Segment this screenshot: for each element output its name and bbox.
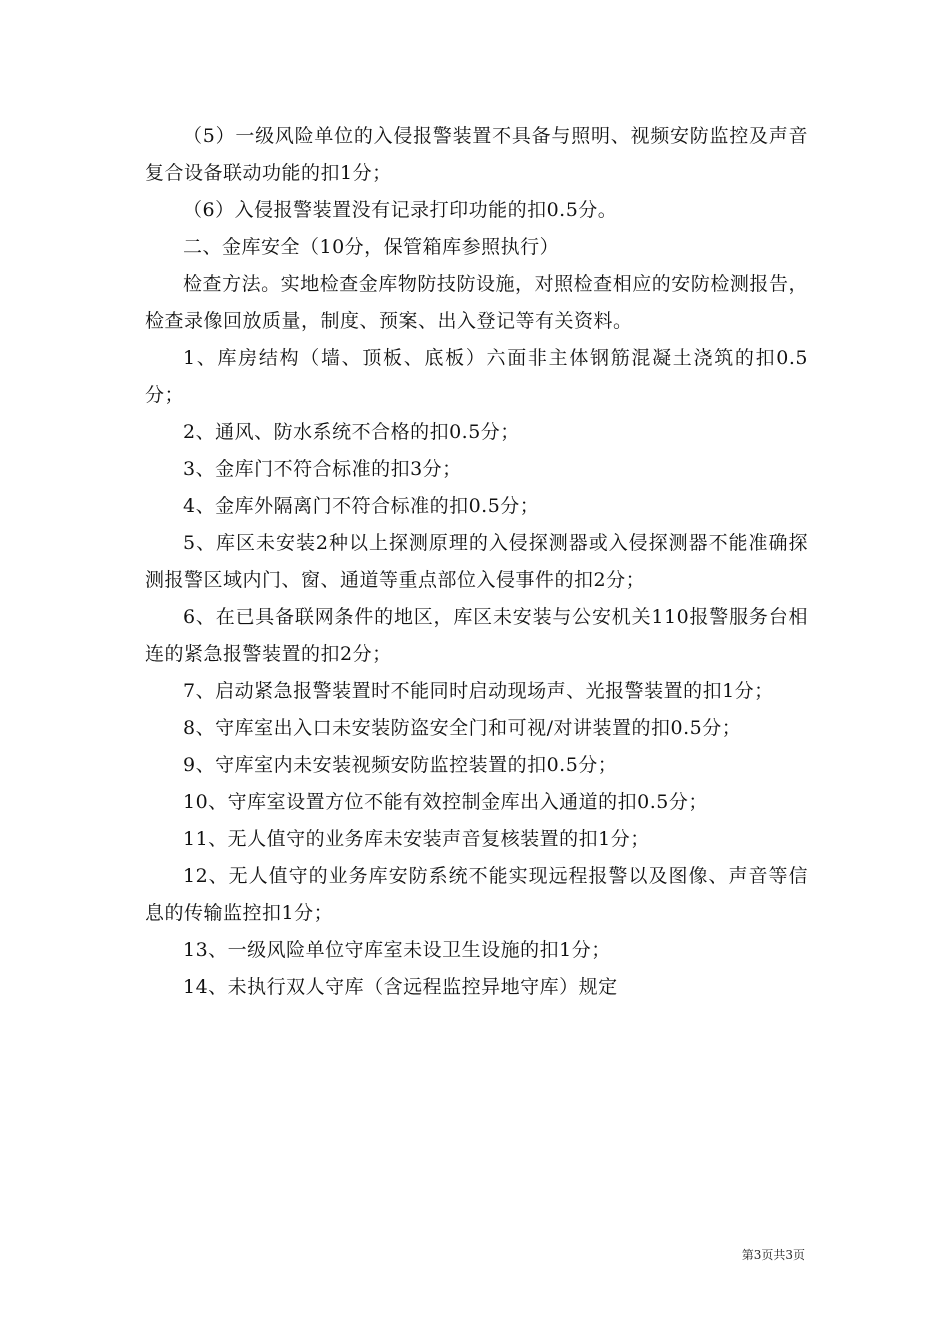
- paragraph-alarm-linkage: （5）一级风险单位的入侵报警装置不具备与照明、视频安防监控及声音复合设备联动功能的扣1分；: [145, 125, 808, 184]
- list-item-14: 14、未执行双人守库（含远程监控异地守库）规定: [183, 976, 618, 998]
- document-body: [145, 118, 808, 1006]
- list-item-9: 9、守库室内未安装视频安防监控装置的扣0.5分；: [183, 754, 618, 776]
- list-item-5: 5、库区未安装2种以上探测原理的入侵探测器或入侵探测器不能准确探测报警区域内门、窗、通道等重点部位入侵事件的扣2分；: [145, 532, 808, 591]
- list-item-7: 7、启动紧急报警装置时不能同时启动现场声、光报警装置的扣1分；: [183, 680, 774, 702]
- list-item-8: 8、守库室出入口未安装防盗安全门和可视/对讲装置的扣0.5分；: [183, 717, 742, 739]
- page-number-footer: 第3页共3页: [741, 1248, 805, 1262]
- list-item-10: 10、守库室设置方位不能有效控制金库出入通道的扣0.5分；: [183, 791, 708, 813]
- list-item-6: 6、在已具备联网条件的地区，库区未安装与公安机关110报警服务台相连的紧急报警装置的扣2分；: [145, 606, 808, 665]
- paragraph-inspection-method: 检查方法。实地检查金库物防技防设施，对照检查相应的安防检测报告，检查录像回放质量，制度、预案、出入登记等有关资料。: [145, 273, 808, 332]
- list-item-12: 12、无人值守的业务库安防系统不能实现远程报警以及图像、声音等信息的传输监控扣1分；: [145, 865, 808, 924]
- list-item-11: 11、无人值守的业务库未安装声音复核装置的扣1分；: [183, 828, 650, 850]
- list-item-1: 1、库房结构（墙、顶板、底板）六面非主体钢筋混凝土浇筑的扣0.5分；: [145, 347, 808, 406]
- list-item-3: 3、金库门不符合标准的扣3分；: [183, 458, 462, 480]
- list-item-2: 2、通风、防水系统不合格的扣0.5分；: [183, 421, 520, 443]
- list-item-13: 13、一级风险单位守库室未设卫生设施的扣1分；: [183, 939, 611, 961]
- list-item-4: 4、金库外隔离门不符合标准的扣0.5分；: [183, 495, 540, 517]
- paragraph-alarm-print: （6）入侵报警装置没有记录打印功能的扣0.5分。: [183, 199, 618, 221]
- section-heading-vault-security: 二、金库安全（10分，保管箱库参照执行）: [183, 236, 560, 258]
